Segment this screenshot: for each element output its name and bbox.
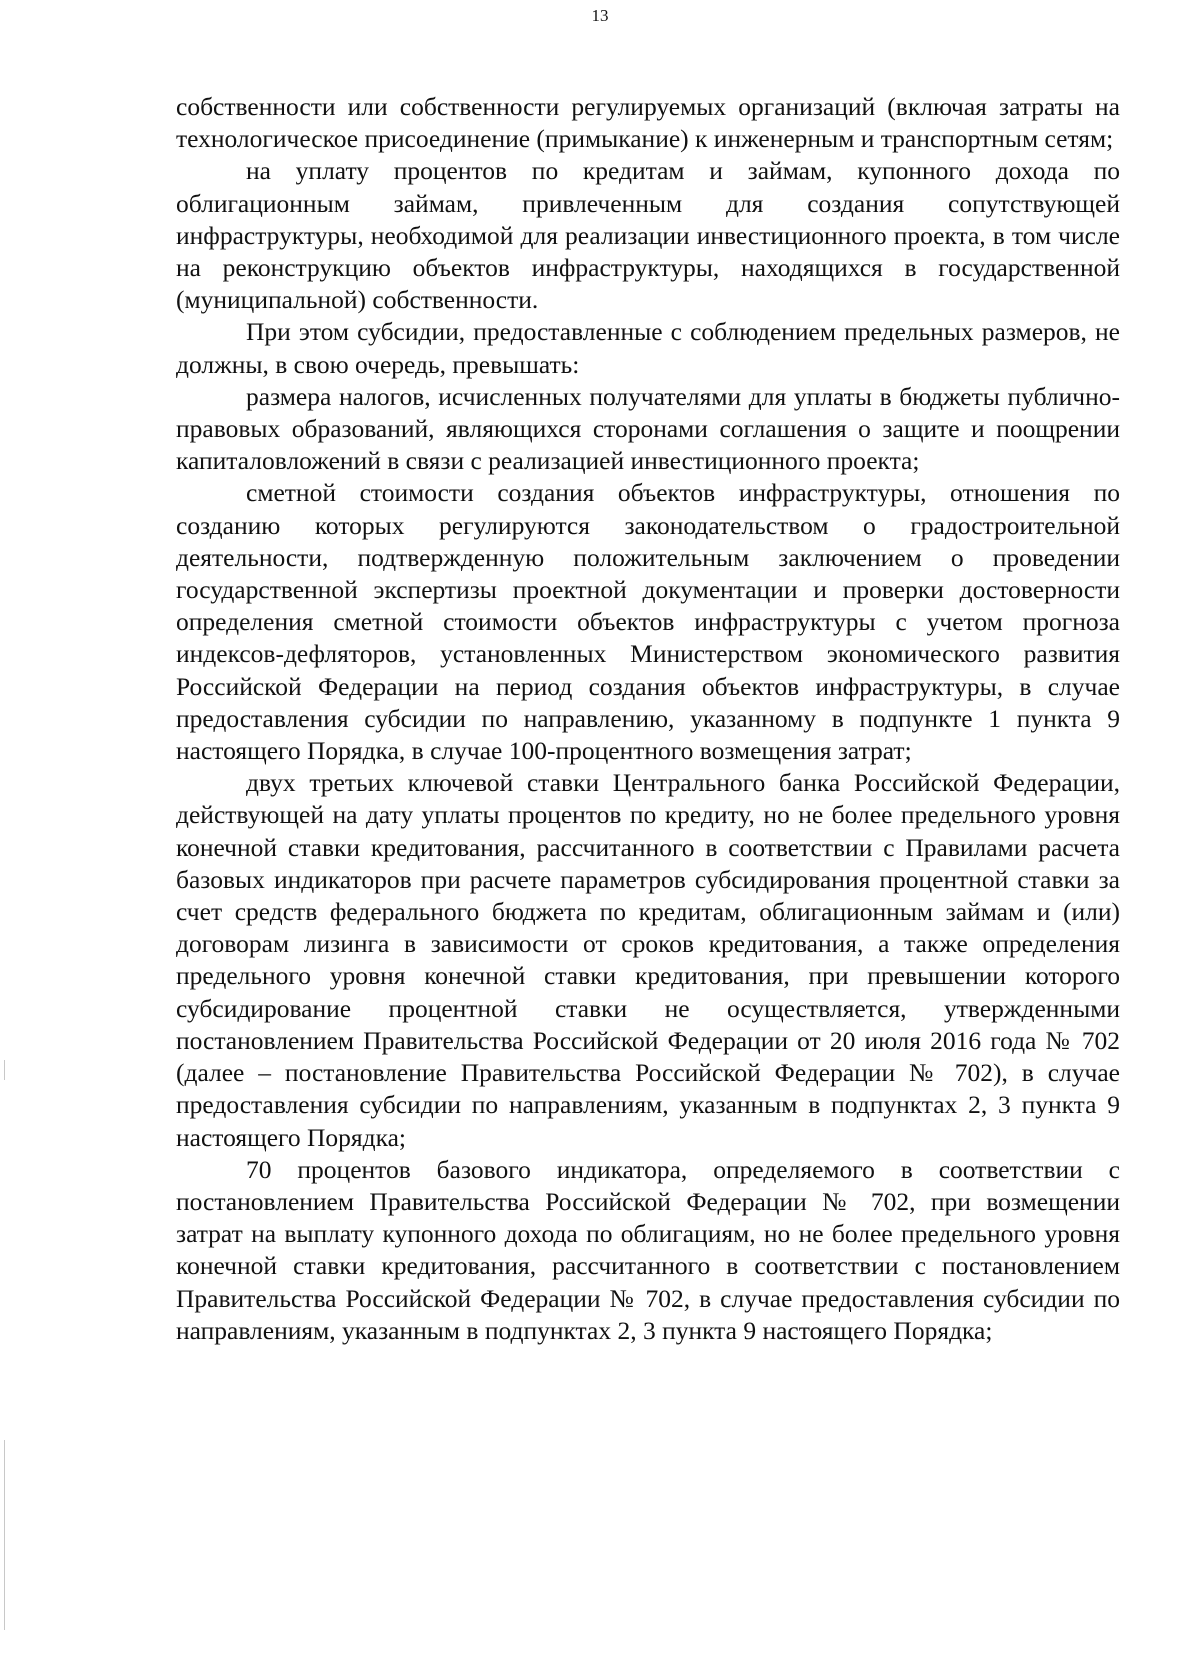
document-body bbox=[176, 91, 1120, 1347]
paragraph-tax-amount: размера налогов, исчисленных получателями для уплаты в бюджеты публично-правовых образований, являющихся сторонами соглашения о защите и поощрении капиталовложений в связи с реализацией инвестиционного проекта; bbox=[176, 381, 1120, 476]
paragraph-interest-payment: на уплату процентов по кредитам и займам, купонного дохода по облигационным займам, привлеченным для создания сопутствующей инфраструктуры, необходимой для реализации инвестиционного проекта, в том числе на реконструкцию объектов инфраструктуры, находящихся в государственной (муниципальной) собственности. bbox=[176, 156, 1120, 315]
paragraph-base-indicator: 70 процентов базового индикатора, определяемого в соответствии с постановлением Правительства Российской Федерации № 702, при возмещении затрат на выплату купонного дохода по облигациям, но не более предельного уровня конечной ставки кредитования, рассчитанного в соответствии с постановлением Правительства Российской Федерации № 702, в случае предоставления субсидии по направлениям, указанным в подпунктах 2, 3 пункта 9 настоящего Порядка; bbox=[176, 1154, 1120, 1345]
paragraph-estimated-cost: сметной стоимости создания объектов инфраструктуры, отношения по созданию которых регулируются законодательством о градостроительной деятельности, подтвержденную положительным заключением о проведении государственной экспертизы проектной документации и проверки достоверности определения сметной стоимости объектов инфраструктуры с учетом прогноза индексов-дефляторов, установленных Министерством экономического развития Российской Федерации на период создания объектов инфраструктуры, в случае предоставления субсидии по направлению, указанному в подпункте 1 пункта 9 настоящего Порядка, в случае 100-процентного возмещения затрат; bbox=[176, 478, 1120, 766]
scan-artifact-mark bbox=[4, 1060, 5, 1080]
paragraph-subsidy-limits: При этом субсидии, предоставленные с соблюдением предельных размеров, не должны, в свою очередь, превышать: bbox=[176, 317, 1120, 379]
paragraph-key-rate: двух третьих ключевой ставки Центрального банка Российской Федерации, действующей на дату уплаты процентов по кредиту, но не более предельного уровня конечной ставки кредитования, рассчитанного в соответствии с Правилами расчета базовых индикаторов при расчете параметров субсидирования процентной ставки за счет средств федерального бюджета по кредитам, облигационным займам и (или) договорам лизинга в зависимости от сроков кредитования, а также определения предельного уровня конечной ставки кредитования, при превышении которого субсидирование процентной ставки не осуществляется, утвержденными постановлением Правительства Российской Федерации от 20 июля 2016 года № 702 (далее – постановление Правительства Российской Федерации № 702), в случае предоставления субсидии по направлениям, указанным в подпунктах 2, 3 пункта 9 настоящего Порядка; bbox=[176, 768, 1120, 1152]
page-number: 13 bbox=[591, 6, 609, 25]
scan-artifact-edge bbox=[4, 1440, 5, 1630]
paragraph-continuation: собственности или собственности регулируемых организаций (включая затраты на технологическое присоединение (примыкание) к инженерным и транспортным сетям; bbox=[176, 92, 1120, 154]
